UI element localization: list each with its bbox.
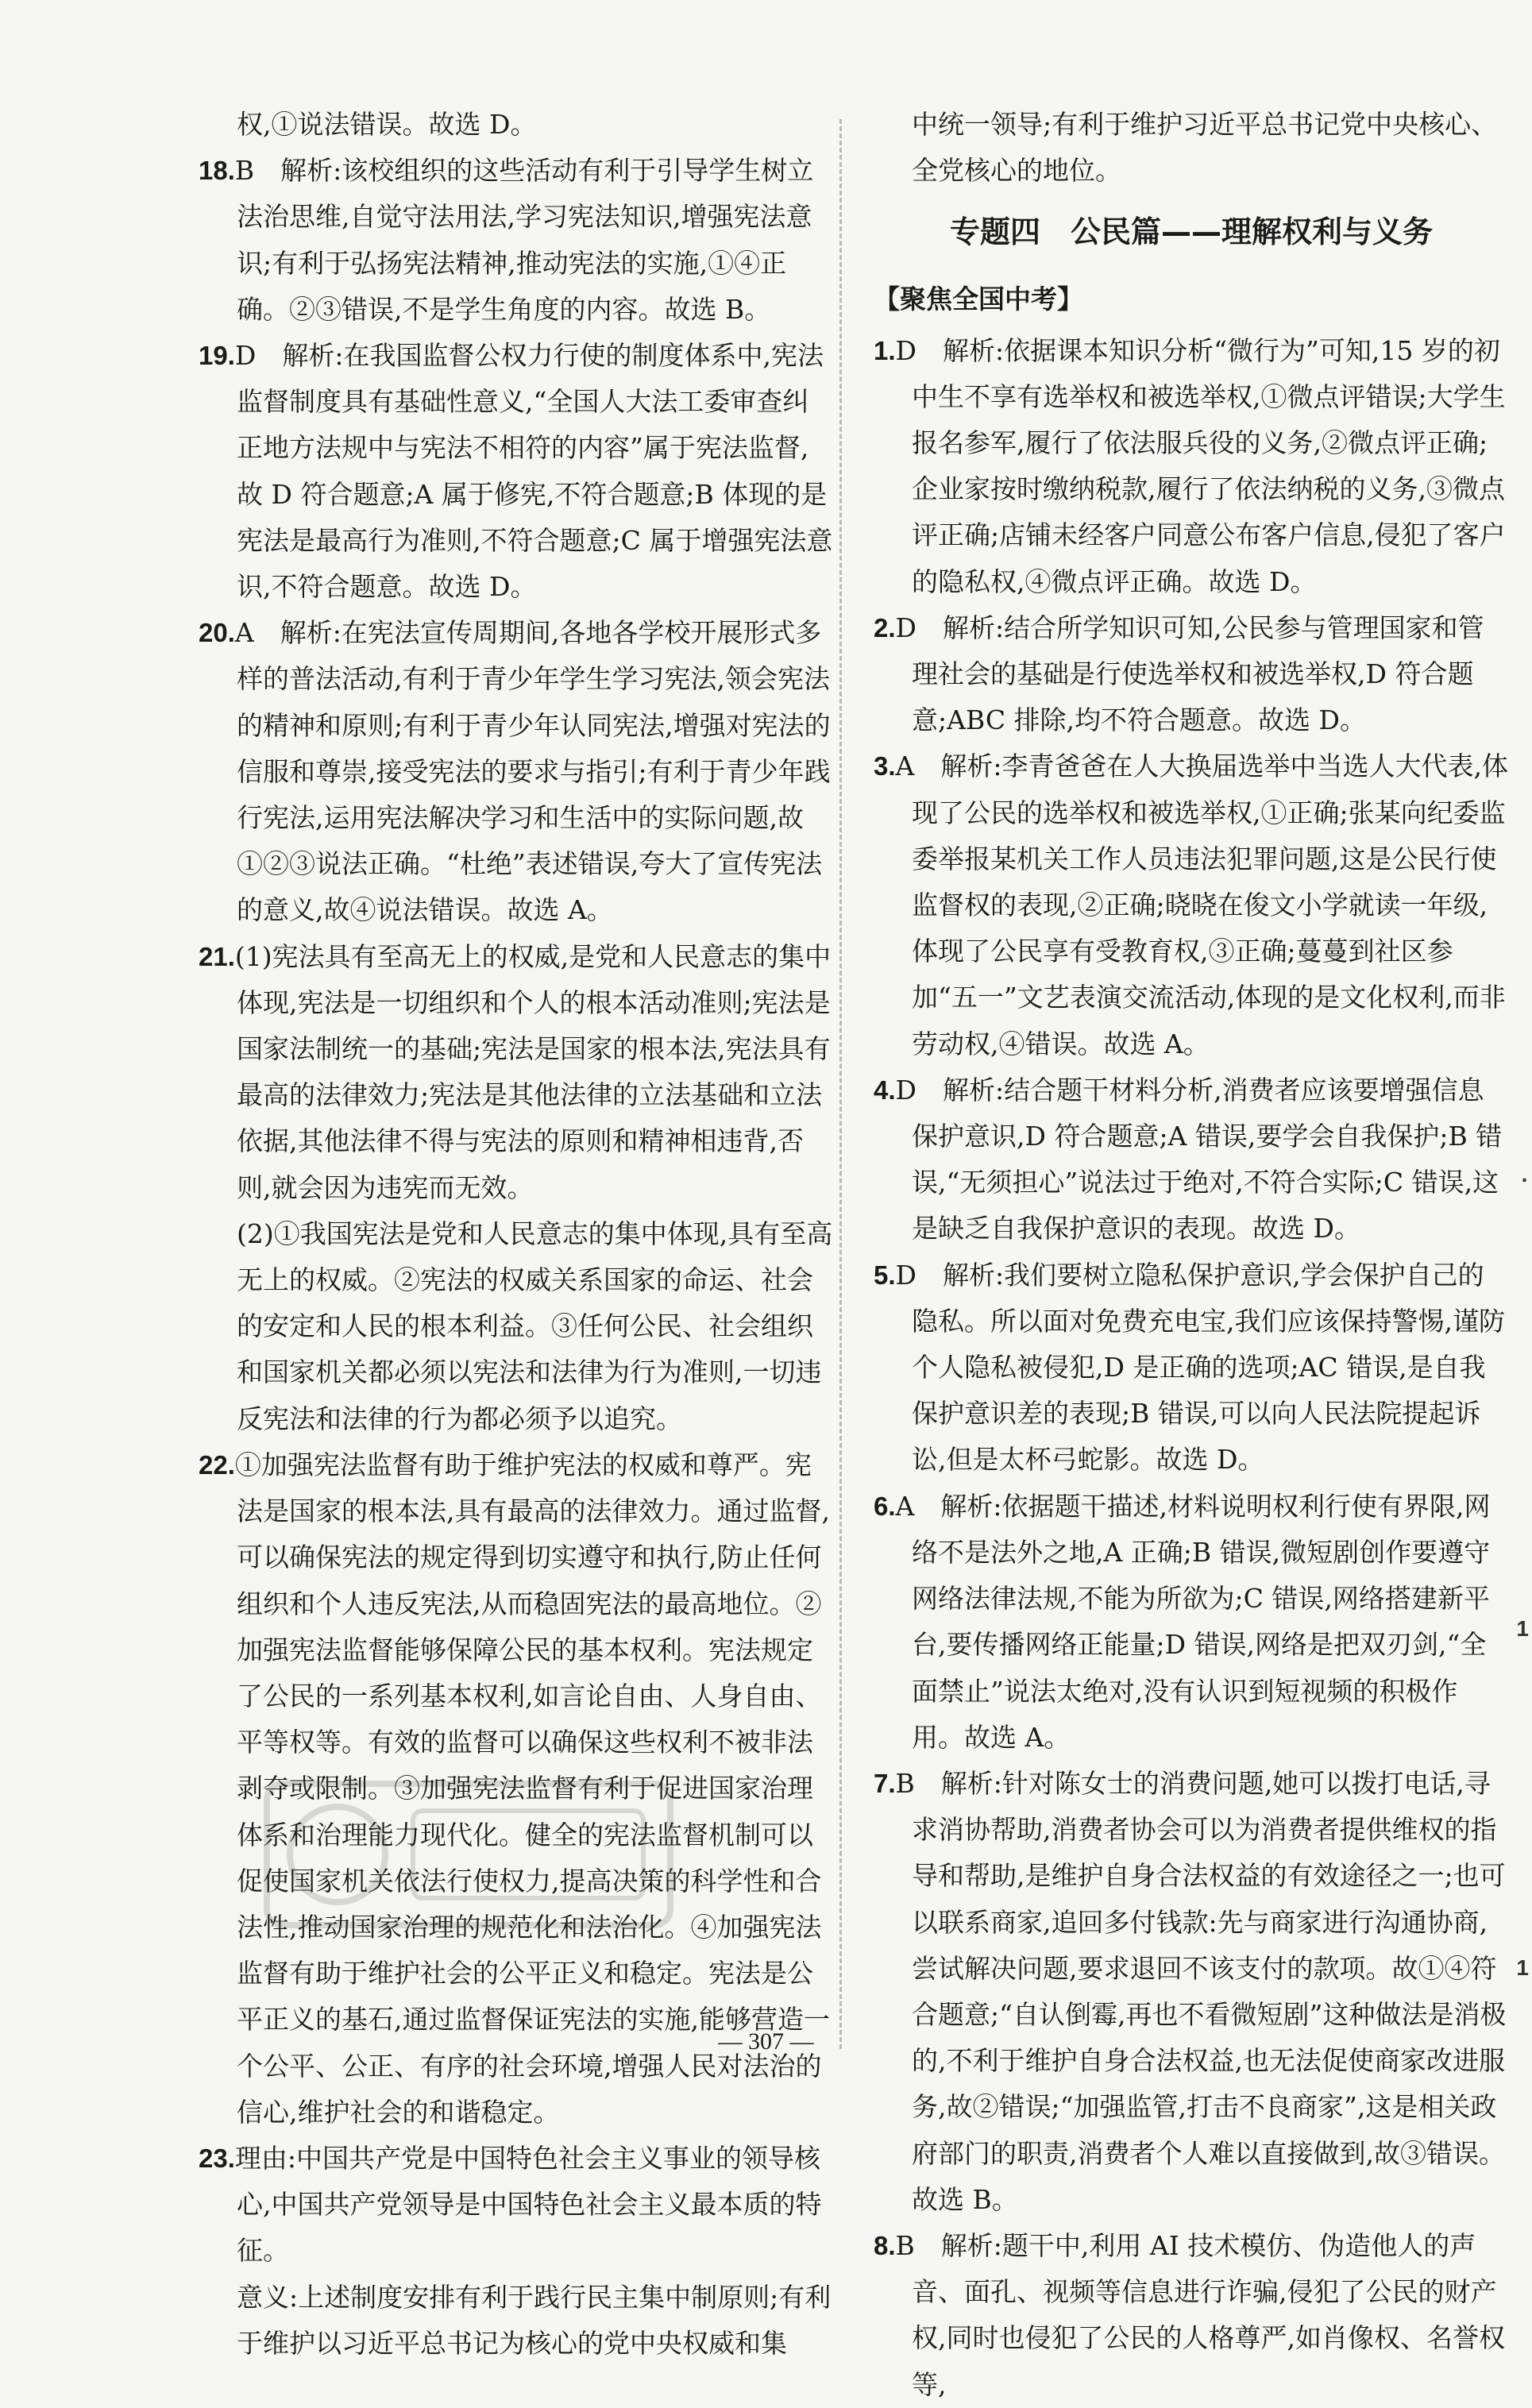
answer-item (199, 2275, 834, 2367)
right-answer-list (874, 328, 1509, 2408)
answer-text: D 解析:我们要树立隐私保护意识,学会保护自己的隐私。所以面对免费充电宝,我们应该保持警惕,谨防个人隐私被侵犯,D 是正确的选项;AC 错误,是自我保护意识差的表现;B 错误,可以向人民法院提起诉讼,但是太杯弓蛇影。故选 D。 (895, 1259, 1505, 1476)
answer-number: 21. (199, 941, 235, 971)
answer-number: 23. (199, 2143, 235, 2173)
answer-number: 5. (874, 1260, 896, 1290)
answer-item (199, 1211, 834, 1442)
answer-text: A 解析:在宪法宣传周期间,各地各学校开展形式多样的普法活动,有利于青少年学生学习宪法,领会宪法的精神和原则;有利于青少年认同宪法,增强对宪法的信服和尊崇,接受宪法的要求与指引;有利于青少年践行宪法,运用宪法解决学习和生活中的实际问题,故①②③说法正确。“杜绝”表述错误,夸大了宣传宪法的意义,故④说法错误。故选 A。 (234, 617, 831, 926)
answer-number: 18. (199, 156, 235, 186)
answer-number: 4. (874, 1075, 896, 1105)
answer-item (874, 1067, 1509, 1252)
column-divider (839, 119, 842, 2049)
answer-item (874, 1484, 1509, 1761)
answer-text: B 解析:该校组织的这些活动有利于引导学生树立法治思维,自觉守法用法,学习宪法知识,增强宪法意识;有利于弘扬宪法精神,推动宪法的实施,①④正确。②③错误,不是学生角度的内容。故选 B。 (234, 155, 814, 325)
right-intro: 中统一领导;有利于维护习近平总书记党中央核心、全党核心的地位。 (912, 109, 1498, 187)
answer-text: B 解析:题干中,利用 AI 技术模仿、伪造他人的声音、面孔、视频等信息进行诈骗,侵犯了公民的财产权,同时也侵犯了公民的人格尊严,如肖像权、名誉权等, (895, 2229, 1505, 2400)
answer-item (874, 1252, 1509, 1484)
answer-text: (2)①我国宪法是党和人民意志的集中体现,具有至高无上的权威。②宪法的权威关系国家的命运、社会的安定和人民的根本利益。③任何公民、社会组织和国家机关都必须以宪法和法律为行为准则,一切违反宪法和法律的行为都必须予以追究。 (237, 1218, 833, 1434)
answer-number: 22. (199, 1449, 235, 1480)
answer-item (874, 1761, 1509, 2223)
answer-text: D 解析:依据课本知识分析“微行为”可知,15 岁的初中生不享有选举权和被选举权,①微点评错误;大学生报名参军,履行了依法服兵役的义务,②微点评正确;企业家按时缴纳税款,履行了依法纳税的义务,③微点评正确;店铺未经客户同意公布客户信息,侵犯了客户的隐私权,④微点评正确。故选 D。 (895, 334, 1506, 597)
answer-number: 8. (874, 2230, 896, 2260)
answer-number: 1. (874, 335, 896, 365)
answer-number: 2. (874, 612, 896, 643)
edge-mark: · (1521, 1167, 1529, 1192)
answer-text: B 解析:针对陈女士的消费问题,她可以拨打电话,寻求消协帮助,消费者协会可以为消费者提供维权的指导和帮助,是维护自身合法权益的有效途径之一;也可以联系商家,追回多付钱款:先与商家进行沟通协商,尝试解决问题,要求退回不该支付的款项。故①④符合题意;“自认倒霉,再也不看微短剧”这种做法是消极的,不利于维护自身合法权益,也无法促使商家改进服务,故②错误;“加强监管,打击不良商家”,这是相关政府部门的职责,消费者个人难以直接做到,故③错误。故选 B。 (895, 1767, 1507, 2215)
left-intro: 权,①说法错误。故选 D。 (237, 109, 537, 140)
answer-item (199, 610, 834, 933)
answer-text: 理由:中国共产党是中国特色社会主义事业的领导核心,中国共产党领导是中国特色社会主义最本质的特征。 (234, 2142, 822, 2267)
right-column (874, 102, 1509, 2408)
answer-text: (1)宪法具有至高无上的权威,是党和人民意志的集中体现,宪法是一切组织和个人的根本活动准则;宪法是国家法制统一的基础;宪法是国家的根本法,宪法具有最高的法律效力;宪法是其他法律的立法基础和立法依据,其他法律不得与宪法的原则和精神相违背,否则,就会因为违宪而无效。 (234, 940, 832, 1203)
answer-number: 3. (874, 751, 896, 781)
answer-text: 意义:上述制度安排有利于践行民主集中制原则;有利于维护以习近平总书记为核心的党中央权威和集 (237, 2281, 832, 2359)
answer-text: D 解析:在我国监督公权力行使的制度体系中,宪法监督制度具有基础性意义,“全国人大法工委审查纠正地方法规中与宪法不相符的内容”属于宪法监督,故 D 符合题意;A 属于修宪,不符合题意;B 体现的是宪法是最高行为准则,不符合题意;C 属于增强宪法意识,不符合题意。故选 D。 (234, 340, 833, 603)
answer-item (874, 2223, 1509, 2408)
answer-item (874, 743, 1509, 1067)
answer-number: 19. (199, 341, 235, 371)
answer-text: D 解析:结合所学知识可知,公民参与管理国家和管理社会的基础是行使选举权和被选举权,D 符合题意;ABC 排除,均不符合题意。故选 D。 (895, 612, 1484, 736)
answer-text: A 解析:依据题干描述,材料说明权利行使有界限,网络不是法外之地,A 正确;B 错误,微短剧创作要遵守网络法律法规,不能为所欲为;C 错误,网络搭建新平台,要传播网络正能量;D 错误,网络是把双刃剑,“全面禁止”说法太绝对,没有认识到短视频的积极作用。故选 A。 (895, 1490, 1491, 1753)
answer-text: D 解析:结合题干材料分析,消费者应该要增强信息保护意识,D 符合题意;A 错误,要学会自我保护;B 错误,“无须担心”说法过于绝对,不符合实际;C 错误,这是缺乏自我保护意识的表现。故选 D。 (895, 1074, 1503, 1245)
edge-mark: 1 (1516, 1955, 1529, 1980)
answer-number: 6. (874, 1491, 896, 1521)
left-column (199, 102, 834, 2367)
answer-item (199, 2136, 834, 2275)
section-title: 专题四 公民篇——理解权利与义务 (949, 214, 1433, 250)
answer-text: A 解析:李青爸爸在人大换届选举中当选人大代表,体现了公民的选举权和被选举权,①正确;张某向纪委监委举报某机关工作人员违法犯罪问题,这是公民行使监督权的表现,②正确;晓晓在俊文小学就读一年级,体现了公民享有受教育权,③正确;蔓蔓到社区参加“五一”文艺表演交流活动,体现的是文化权利,而非劳动权,④错误。故选 A。 (895, 751, 1508, 1059)
page-number: — 307 — (718, 2028, 814, 2055)
answer-item (199, 934, 834, 1211)
answer-item (874, 605, 1509, 744)
answer-number: 7. (874, 1768, 896, 1798)
answer-item (199, 148, 834, 333)
edge-mark: 1 (1516, 1616, 1529, 1641)
answer-number: 20. (199, 618, 235, 648)
answer-item (199, 333, 834, 610)
answer-text: ①加强宪法监督有助于维护宪法的权威和尊严。宪法是国家的根本法,具有最高的法律效力。通过监督,可以确保宪法的规定得到切实遵守和执行,防止任何组织和个人违反宪法,从而稳固宪法的最高地位。②加强宪法监督能够保障公民的基本权利。宪法规定了公民的一系列基本权利,如言论自由、人身自由、平等权等。有效的监督可以确保这些权利不被非法剥夺或限制。③加强宪法监督有利于促进国家治理体系和治理能力现代化。健全的宪法监督机制可以促使国家机关依法行使权力,提高决策的科学性和合法性,推动国家治理的规范化和法治化。④加强宪法监督有助于维护社会的公平正义和稳定。宪法是公平正义的基石,通过监督保证宪法的实施,能够营造一个公平、公正、有序的社会环境,增强人民对法治的信心,维护社会的和谐稳定。 (234, 1449, 830, 2128)
answer-item (874, 328, 1509, 605)
focus-heading: 【聚焦全国中考】 (874, 284, 1083, 315)
